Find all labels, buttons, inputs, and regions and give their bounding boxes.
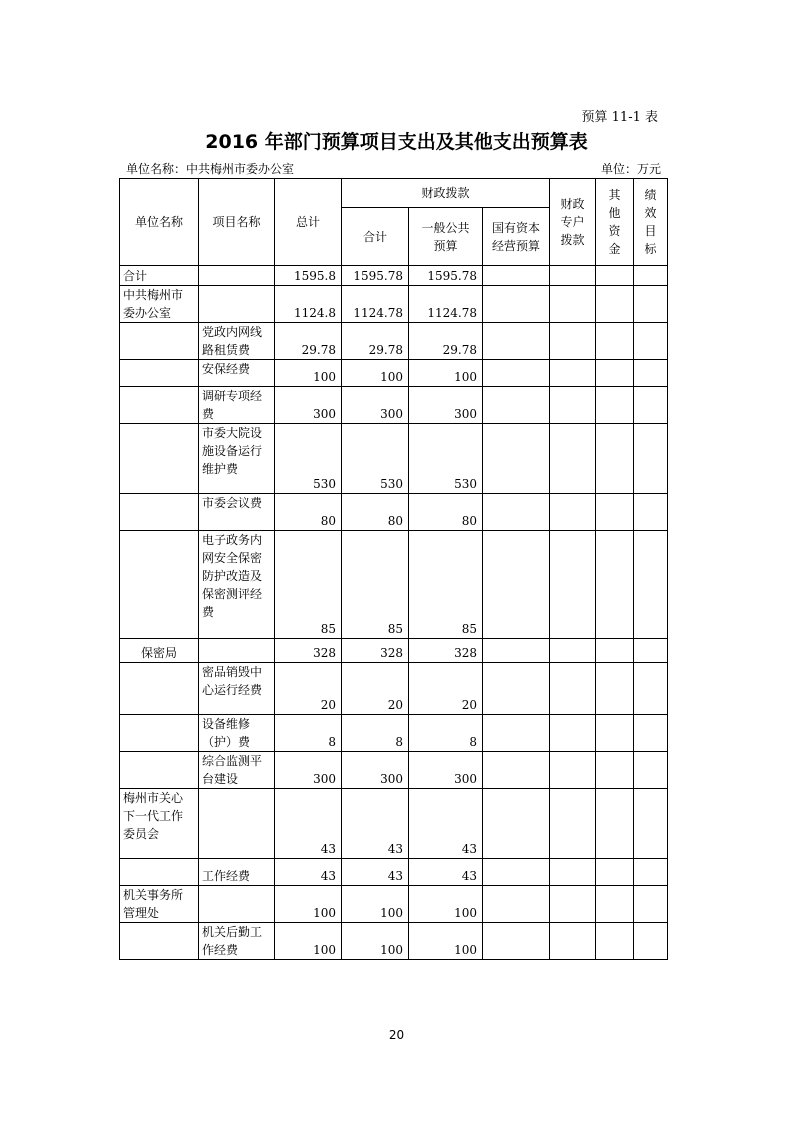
cell-unit-name (120, 323, 199, 360)
cell-unit-name (120, 663, 199, 715)
cell-other-funds (596, 715, 634, 752)
cell-other-funds (596, 531, 634, 639)
cell-other-funds (596, 639, 634, 663)
cell-fiscal-special (550, 387, 596, 424)
cell-general-budget: 1124.78 (409, 286, 483, 323)
cell-state-capital (483, 323, 550, 360)
col-header-state-capital: 国有资本经营预算 (483, 208, 550, 266)
cell-total: 85 (275, 531, 342, 639)
cell-performance (634, 266, 668, 286)
cell-total: 300 (275, 752, 342, 789)
cell-subtotal: 300 (342, 752, 409, 789)
cell-general-budget: 29.78 (409, 323, 483, 360)
cell-state-capital (483, 531, 550, 639)
cell-total: 43 (275, 789, 342, 859)
cell-total: 29.78 (275, 323, 342, 360)
cell-unit-name (120, 752, 199, 789)
cell-other-funds (596, 789, 634, 859)
unit-name-label: 单位名称：中共梅州市委办公室 (126, 162, 295, 176)
unit-info-row (126, 160, 661, 177)
cell-subtotal: 29.78 (342, 323, 409, 360)
cell-general-budget: 85 (409, 531, 483, 639)
cell-performance (634, 323, 668, 360)
table-row (120, 323, 668, 360)
cell-general-budget: 100 (409, 923, 483, 960)
cell-other-funds (596, 859, 634, 886)
table-row (120, 663, 668, 715)
currency-unit-label: 单位：万元 (600, 162, 661, 176)
table-row (120, 923, 668, 960)
cell-total: 20 (275, 663, 342, 715)
cell-fiscal-special (550, 715, 596, 752)
cell-fiscal-special (550, 266, 596, 286)
cell-other-funds (596, 424, 634, 494)
table-row (120, 639, 668, 663)
cell-total: 1124.8 (275, 286, 342, 323)
cell-project-name (199, 639, 275, 663)
cell-project-name: 密品销毁中心运行经费 (199, 663, 275, 715)
cell-general-budget: 100 (409, 360, 483, 387)
cell-unit-name: 保密局 (120, 639, 199, 663)
cell-fiscal-special (550, 752, 596, 789)
page-number: 20 (388, 1028, 405, 1042)
cell-project-name: 设备维修（护）费 (199, 715, 275, 752)
table-row (120, 424, 668, 494)
cell-project-name: 机关后勤工作经费 (199, 923, 275, 960)
cell-total: 100 (275, 360, 342, 387)
cell-general-budget: 100 (409, 886, 483, 923)
cell-state-capital (483, 286, 550, 323)
cell-state-capital (483, 360, 550, 387)
table-row (120, 789, 668, 859)
cell-performance (634, 286, 668, 323)
cell-general-budget: 328 (409, 639, 483, 663)
cell-project-name: 电子政务内网安全保密防护改造及保密测评经费 (199, 531, 275, 639)
cell-performance (634, 360, 668, 387)
table-row (120, 715, 668, 752)
table-row (120, 266, 668, 286)
cell-fiscal-special (550, 639, 596, 663)
cell-subtotal: 8 (342, 715, 409, 752)
cell-unit-name (120, 923, 199, 960)
cell-state-capital (483, 789, 550, 859)
cell-project-name: 工作经费 (199, 859, 275, 886)
cell-state-capital (483, 923, 550, 960)
table-row (120, 752, 668, 789)
cell-subtotal: 20 (342, 663, 409, 715)
cell-subtotal: 100 (342, 360, 409, 387)
cell-subtotal: 300 (342, 387, 409, 424)
cell-state-capital (483, 387, 550, 424)
cell-performance (634, 886, 668, 923)
cell-state-capital (483, 715, 550, 752)
cell-fiscal-special (550, 286, 596, 323)
cell-fiscal-special (550, 859, 596, 886)
cell-state-capital (483, 859, 550, 886)
cell-unit-name (120, 424, 199, 494)
cell-unit-name (120, 531, 199, 639)
cell-performance (634, 859, 668, 886)
col-header-subtotal: 合计 (342, 208, 409, 266)
cell-performance (634, 424, 668, 494)
col-header-total: 总计 (275, 179, 342, 266)
cell-project-name: 调研专项经费 (199, 387, 275, 424)
cell-unit-name (120, 715, 199, 752)
cell-performance (634, 494, 668, 531)
cell-general-budget: 300 (409, 387, 483, 424)
cell-fiscal-special (550, 360, 596, 387)
col-header-project-name: 项目名称 (199, 179, 275, 266)
cell-fiscal-special (550, 789, 596, 859)
cell-subtotal: 85 (342, 531, 409, 639)
cell-general-budget: 530 (409, 424, 483, 494)
cell-project-name: 市委会议费 (199, 494, 275, 531)
table-row (120, 494, 668, 531)
cell-project-name: 市委大院设施设备运行维护费 (199, 424, 275, 494)
budget-form-number: 预算 11-1 表 (581, 110, 658, 125)
cell-performance (634, 715, 668, 752)
cell-project-name: 综合监测平台建设 (199, 752, 275, 789)
cell-state-capital (483, 494, 550, 531)
cell-other-funds (596, 266, 634, 286)
col-header-general-budget: 一般公共预算 (409, 208, 483, 266)
cell-state-capital (483, 266, 550, 286)
table-row (120, 531, 668, 639)
cell-total: 1595.8 (275, 266, 342, 286)
cell-subtotal: 328 (342, 639, 409, 663)
cell-total: 300 (275, 387, 342, 424)
cell-subtotal: 530 (342, 424, 409, 494)
cell-project-name (199, 266, 275, 286)
cell-unit-name (120, 494, 199, 531)
cell-subtotal: 80 (342, 494, 409, 531)
cell-state-capital (483, 886, 550, 923)
cell-general-budget: 43 (409, 789, 483, 859)
cell-fiscal-special (550, 923, 596, 960)
col-header-fiscal-special: 财政专户拨款 (550, 179, 596, 266)
cell-subtotal: 1124.78 (342, 286, 409, 323)
cell-project-name: 安保经费 (199, 360, 275, 387)
cell-fiscal-special (550, 323, 596, 360)
cell-performance (634, 639, 668, 663)
cell-other-funds (596, 323, 634, 360)
cell-state-capital (483, 663, 550, 715)
cell-other-funds (596, 752, 634, 789)
cell-total: 80 (275, 494, 342, 531)
cell-fiscal-special (550, 886, 596, 923)
table-row (120, 387, 668, 424)
cell-performance (634, 752, 668, 789)
cell-performance (634, 663, 668, 715)
cell-performance (634, 531, 668, 639)
cell-general-budget: 43 (409, 859, 483, 886)
table-row (120, 286, 668, 323)
cell-unit-name: 合计 (120, 266, 199, 286)
cell-subtotal: 43 (342, 859, 409, 886)
cell-fiscal-special (550, 531, 596, 639)
table-row (120, 859, 668, 886)
cell-total: 100 (275, 923, 342, 960)
col-header-fiscal-group: 财政拨款 (342, 179, 550, 208)
cell-total: 43 (275, 859, 342, 886)
cell-fiscal-special (550, 424, 596, 494)
cell-general-budget: 1595.78 (409, 266, 483, 286)
cell-other-funds (596, 923, 634, 960)
cell-state-capital (483, 424, 550, 494)
cell-state-capital (483, 639, 550, 663)
cell-subtotal: 100 (342, 923, 409, 960)
cell-total: 8 (275, 715, 342, 752)
budget-table (119, 178, 668, 960)
cell-total: 530 (275, 424, 342, 494)
col-header-other-funds: 其他资金 (596, 179, 634, 266)
cell-general-budget: 300 (409, 752, 483, 789)
cell-project-name (199, 286, 275, 323)
cell-subtotal: 1595.78 (342, 266, 409, 286)
cell-project-name (199, 789, 275, 859)
cell-total: 328 (275, 639, 342, 663)
cell-unit-name: 梅州市关心下一代工作委员会 (120, 789, 199, 859)
cell-unit-name: 中共梅州市委办公室 (120, 286, 199, 323)
cell-performance (634, 923, 668, 960)
cell-general-budget: 8 (409, 715, 483, 752)
cell-unit-name: 机关事务所管理处 (120, 886, 199, 923)
cell-fiscal-special (550, 494, 596, 531)
cell-performance (634, 387, 668, 424)
cell-subtotal: 43 (342, 789, 409, 859)
cell-unit-name (120, 387, 199, 424)
cell-subtotal: 100 (342, 886, 409, 923)
cell-other-funds (596, 286, 634, 323)
cell-performance (634, 789, 668, 859)
cell-project-name (199, 886, 275, 923)
cell-unit-name (120, 360, 199, 387)
table-row (120, 360, 668, 387)
cell-other-funds (596, 663, 634, 715)
cell-state-capital (483, 752, 550, 789)
cell-other-funds (596, 360, 634, 387)
col-header-performance: 绩效目标 (634, 179, 668, 266)
table-row (120, 886, 668, 923)
cell-other-funds (596, 494, 634, 531)
cell-unit-name (120, 859, 199, 886)
cell-other-funds (596, 886, 634, 923)
col-header-unit-name: 单位名称 (120, 179, 199, 266)
cell-project-name: 党政内网线路租赁费 (199, 323, 275, 360)
cell-general-budget: 20 (409, 663, 483, 715)
cell-general-budget: 80 (409, 494, 483, 531)
cell-other-funds (596, 387, 634, 424)
cell-total: 100 (275, 886, 342, 923)
page-title: 2016 年部门预算项目支出及其他支出预算表 (205, 131, 588, 153)
cell-fiscal-special (550, 663, 596, 715)
